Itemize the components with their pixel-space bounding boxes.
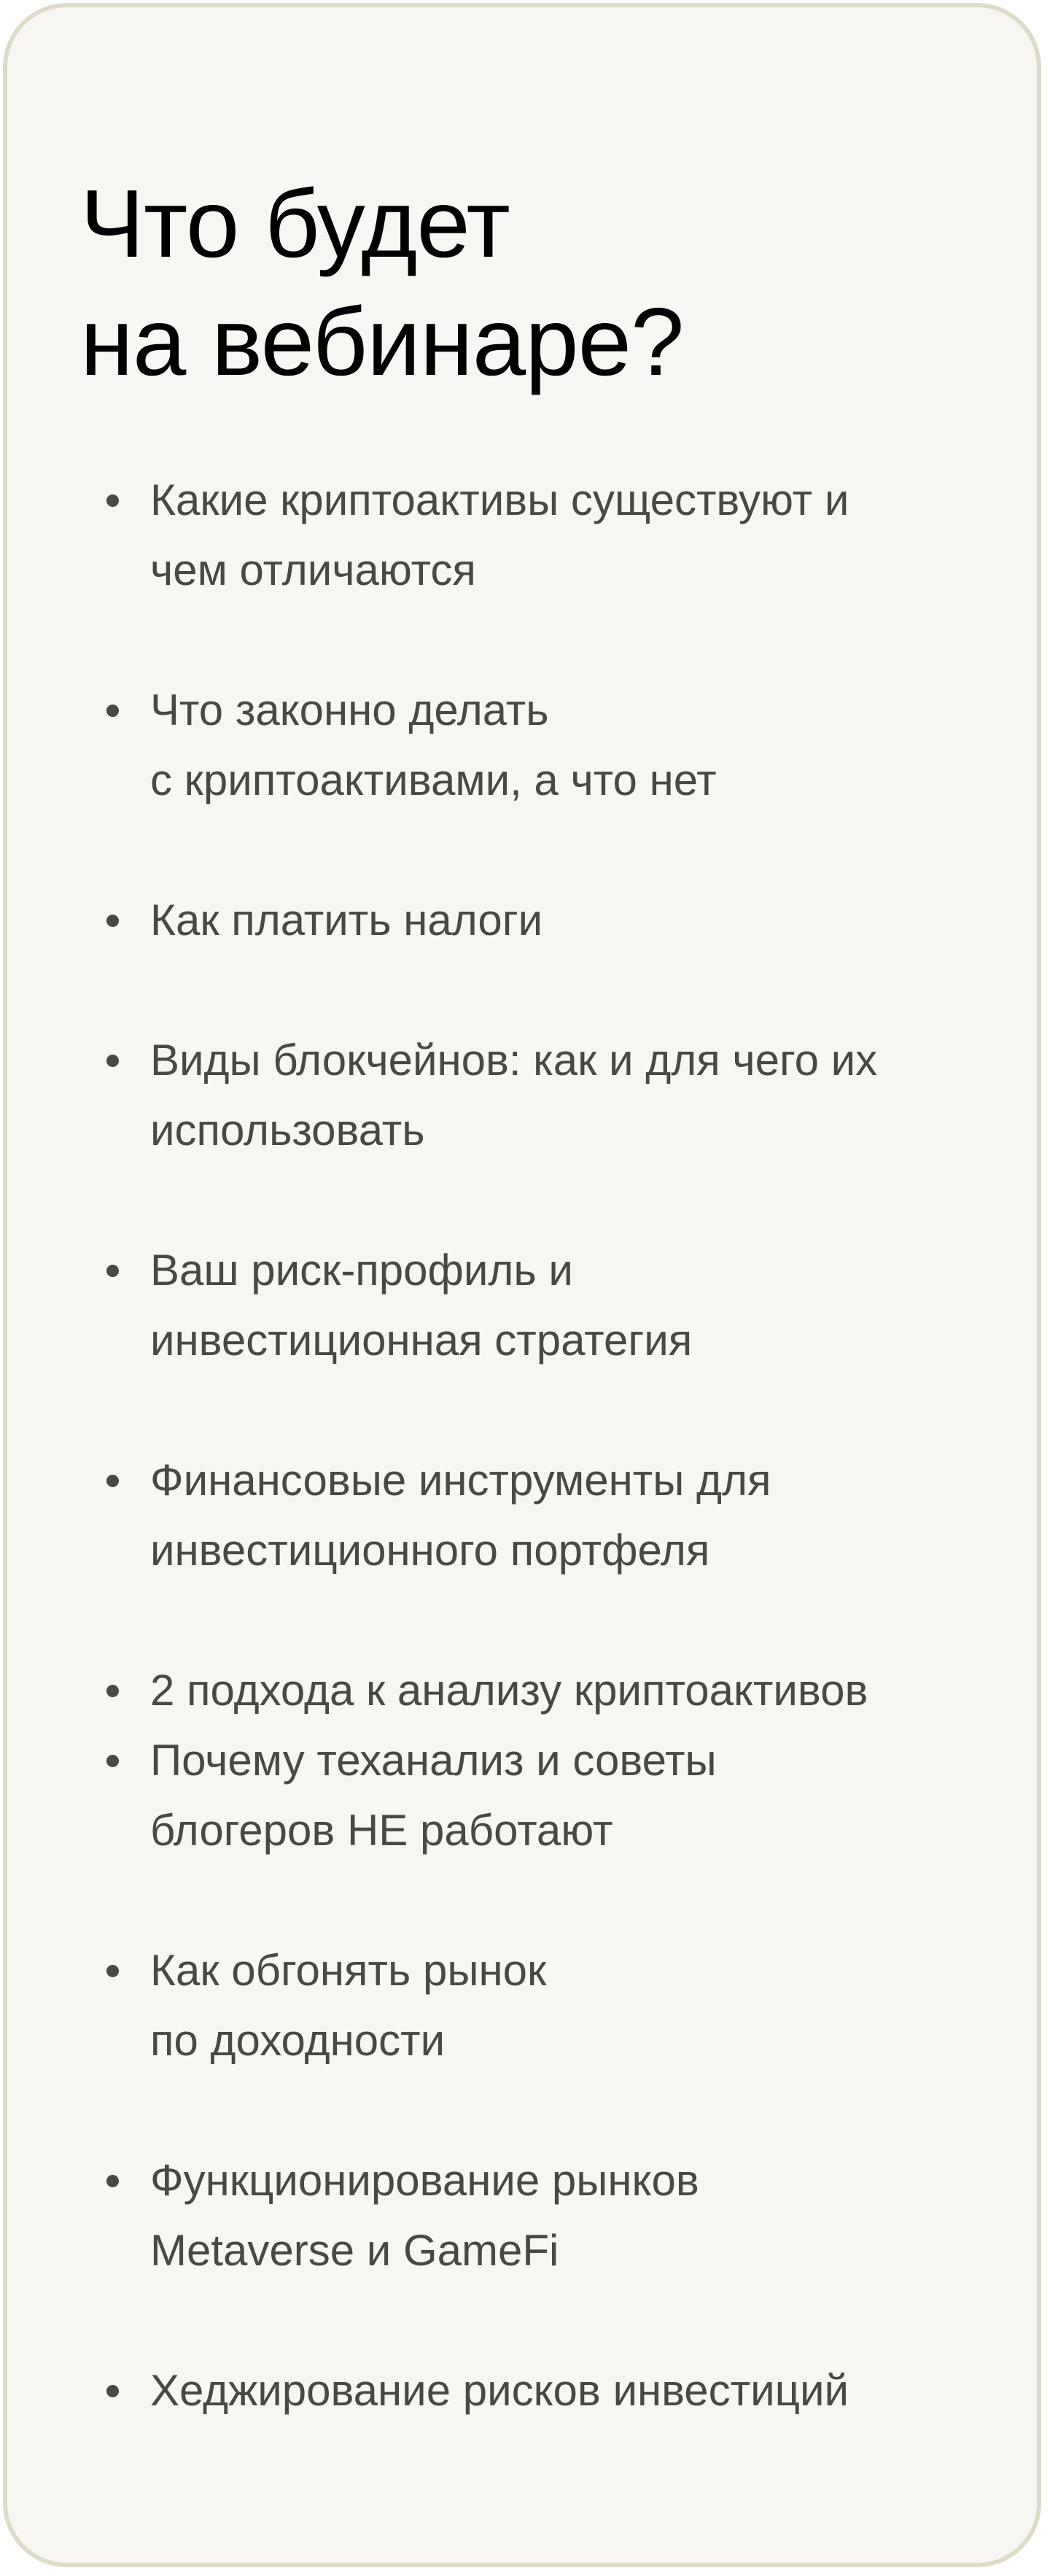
list-item xyxy=(150,465,996,605)
bullet-icon xyxy=(106,1685,119,1697)
list-item-line: Виды блокчейнов: как и для чего их xyxy=(150,1036,878,1085)
card-title xyxy=(80,165,683,401)
bullet-icon xyxy=(106,705,119,717)
bullet-icon xyxy=(106,494,119,507)
bullet-icon xyxy=(106,2385,119,2397)
list-item xyxy=(150,675,996,815)
list-item xyxy=(150,1025,996,1165)
list-item-line: Как платить налоги xyxy=(150,896,543,944)
list-item-line: Хеджирование рисков инвестиций xyxy=(150,2366,849,2415)
card-title-line-1: Что будет xyxy=(80,170,510,277)
list-item-line: Функционирование рынков xyxy=(150,2156,699,2205)
list-item xyxy=(150,2356,996,2426)
list-item-line: чем отличаются xyxy=(150,546,476,594)
list-item xyxy=(150,885,996,955)
list-item xyxy=(150,1656,996,1726)
list-item-line: Что законно делать xyxy=(150,686,549,734)
list-item-line: Какие криптоактивы существуют и xyxy=(150,476,849,524)
list-item-line: по доходности xyxy=(150,2016,446,2065)
list-item-line: Финансовые инструменты для xyxy=(150,1456,771,1505)
bullet-icon xyxy=(106,1965,119,1977)
bullet-icon xyxy=(106,1755,119,1767)
list-item xyxy=(150,1726,996,1866)
bullet-icon xyxy=(106,1265,119,1277)
list-item xyxy=(150,1446,996,1586)
list-item-line: 2 подхода к анализу криптоактивов xyxy=(150,1666,868,1715)
list-item xyxy=(150,1936,996,2076)
list-item xyxy=(150,1235,996,1376)
bullet-icon xyxy=(106,2175,119,2187)
list-item-line: Как обгонять рынок xyxy=(150,1946,547,1995)
list-item-line: использовать xyxy=(150,1106,425,1155)
list-item-line: блогеров НЕ работают xyxy=(150,1806,613,1855)
list-item-line: Ваш риск-профиль и xyxy=(150,1246,573,1295)
bullet-icon xyxy=(106,1475,119,1487)
bullet-icon xyxy=(106,1055,119,1067)
card-title-line-2: на вебинаре? xyxy=(80,288,684,395)
list-item-line: Почему теханализ и советы xyxy=(150,1736,717,1785)
list-item xyxy=(150,2146,996,2286)
list-item-line: Metaverse и GameFi xyxy=(150,2226,559,2275)
bullet-icon xyxy=(106,915,119,927)
list-item-line: с криптоактивами, а что нет xyxy=(150,756,717,804)
list-item-line: инвестиционная стратегия xyxy=(150,1316,693,1365)
webinar-card xyxy=(3,3,1041,2567)
list-item-line: инвестиционного портфеля xyxy=(150,1526,710,1575)
